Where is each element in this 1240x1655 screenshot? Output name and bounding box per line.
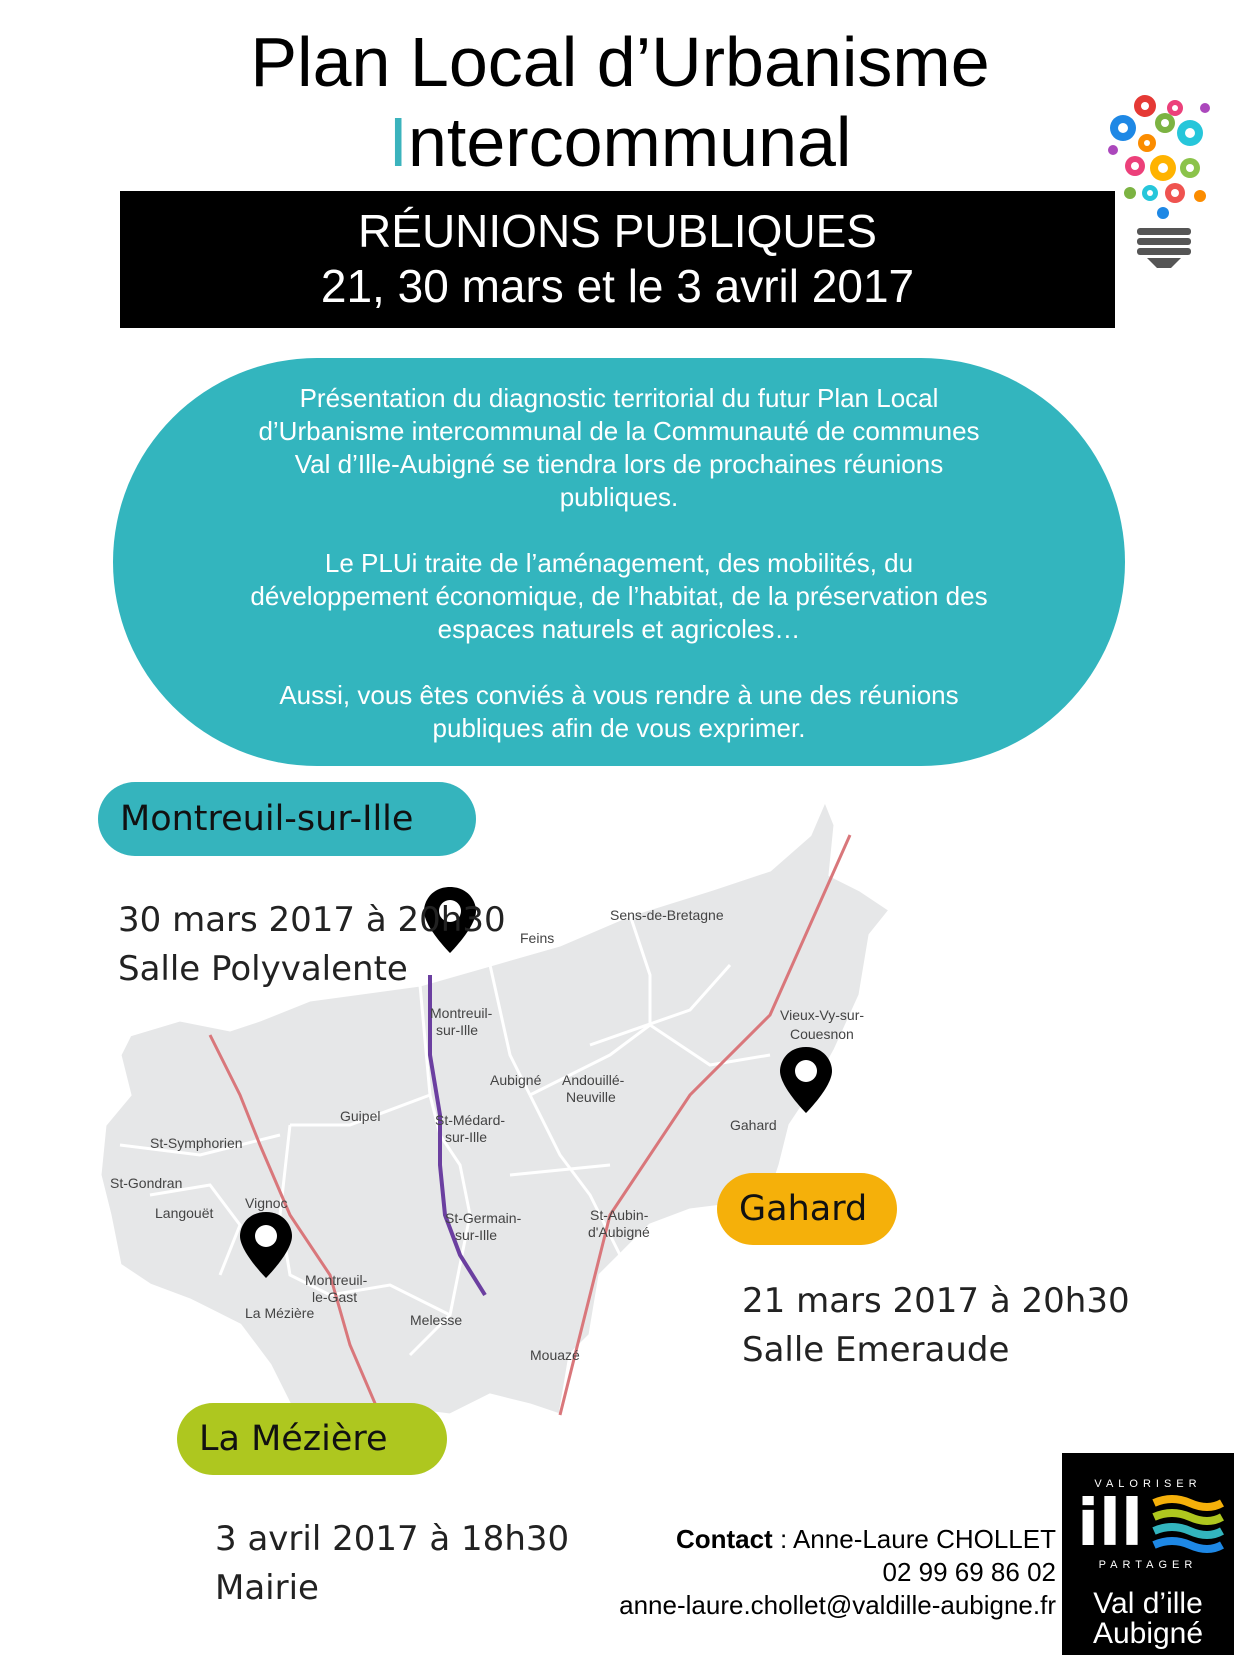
map-label-stgondran: St-Gondran xyxy=(110,1175,183,1191)
map-label-andouille-2: Neuville xyxy=(566,1089,616,1105)
map-label-montreuil-le-gast: Montreuil- xyxy=(305,1272,368,1288)
map-label-andouille: Andouillé- xyxy=(562,1072,625,1088)
map-label-stmedard: St-Médard- xyxy=(435,1112,506,1128)
map-label-montreuil-2: sur-Ille xyxy=(436,1022,479,1038)
meetings-banner xyxy=(120,191,1115,328)
map-label-stsymphorien: St-Symphorien xyxy=(150,1135,243,1151)
map-label-melesse: Melesse xyxy=(410,1312,463,1328)
logo-mark: ill xyxy=(1077,1487,1143,1561)
map-label-aubigne: Aubigné xyxy=(490,1072,542,1088)
banner-dates: 21, 30 mars et le 3 avril 2017 xyxy=(320,260,915,312)
intro-panel xyxy=(113,358,1125,766)
banner-title: RÉUNIONS PUBLIQUES xyxy=(358,205,877,257)
map-label-staubin: St-Aubin- xyxy=(590,1207,649,1223)
title-initial: I xyxy=(388,103,408,181)
map-label-stmedard-2: sur-Ille xyxy=(445,1129,488,1145)
title-rest: ntercommunal xyxy=(407,103,852,181)
title-line-1: Plan Local d’Urbanisme xyxy=(250,23,990,101)
map-label-lameziere: La Mézière xyxy=(245,1305,315,1321)
event-venue: Mairie xyxy=(215,1568,319,1608)
map-label-feins: Feins xyxy=(520,930,555,946)
event-lameziere xyxy=(215,1515,569,1613)
logo-top-text: VALORISER xyxy=(1094,1478,1202,1490)
val-dille-aubigne-logo xyxy=(1062,1453,1234,1655)
contact-phone[interactable]: 02 99 69 86 02 xyxy=(882,1557,1056,1587)
contact-email[interactable]: anne-laure.chollet@valdille-aubigne.fr xyxy=(619,1590,1056,1620)
map-label-mouaze: Mouazé xyxy=(530,1347,580,1363)
logo-name-line-2: Aubigné xyxy=(1092,1617,1204,1650)
contact-separator: : xyxy=(772,1524,793,1554)
event-venue: Salle Polyvalente xyxy=(118,949,408,989)
event-gahard xyxy=(742,1277,1130,1375)
map-label-langouet: Langouët xyxy=(155,1205,214,1221)
intro-paragraph-3: Aussi, vous êtes conviés à vous rendre à une des réunions publiques afin de vous exprimer. xyxy=(279,680,959,743)
logo-bottom-text: PARTAGER xyxy=(1098,1559,1198,1571)
event-venue: Salle Emeraude xyxy=(742,1330,1010,1370)
map-label-gahard: Gahard xyxy=(730,1117,777,1133)
contact-label: Contact xyxy=(675,1524,773,1554)
map-label-guipel: Guipel xyxy=(340,1108,381,1124)
contact-name: Anne-Laure CHOLLET xyxy=(792,1524,1056,1554)
contact-block xyxy=(619,1523,1056,1622)
map-label-vieux: Vieux-Vy-sur- xyxy=(780,1007,865,1023)
event-montreuil xyxy=(118,896,506,994)
map-label-stgermain: St-Germain- xyxy=(445,1210,522,1226)
lightbulb-gears-icon xyxy=(1105,88,1215,288)
place-badge-montreuil: Montreuil-sur-Ille xyxy=(98,782,476,856)
map-label-montreuil-le-gast-2: le-Gast xyxy=(312,1289,358,1305)
place-badge-gahard: Gahard xyxy=(717,1173,897,1245)
intro-paragraph-2: Le PLUi traite de l’aménagement, des mobilités, du développement économique, de l’habitat, de la préservation des espaces naturels et agricoles… xyxy=(250,548,988,644)
place-badge-lameziere: La Mézière xyxy=(177,1403,447,1475)
title-line-2 xyxy=(0,102,1240,182)
contact-line xyxy=(619,1523,1056,1556)
event-date: 21 mars 2017 à 20h30 xyxy=(742,1281,1130,1321)
map-label-stgermain-2: sur-Ille xyxy=(455,1227,498,1243)
map-label-staubin-2: d'Aubigné xyxy=(588,1224,650,1240)
map-label-montreuil: Montreuil- xyxy=(430,1005,493,1021)
event-date: 3 avril 2017 à 18h30 xyxy=(215,1519,570,1559)
map-label-vieux-2: Couesnon xyxy=(790,1026,854,1042)
intro-paragraph-1: Présentation du diagnostic territorial du futur Plan Local d’Urbanisme intercommunal de la Communauté de communes Val d’Ille-Aubigné se tiendra lors de prochaines réunions publiques. xyxy=(258,383,980,512)
map-label-sens: Sens-de-Bretagne xyxy=(610,907,724,923)
event-date: 30 mars 2017 à 20h30 xyxy=(118,900,506,940)
map-label-vignoc: Vignoc xyxy=(245,1195,288,1211)
logo-name-line-1: Val d’ille xyxy=(1093,1587,1203,1620)
